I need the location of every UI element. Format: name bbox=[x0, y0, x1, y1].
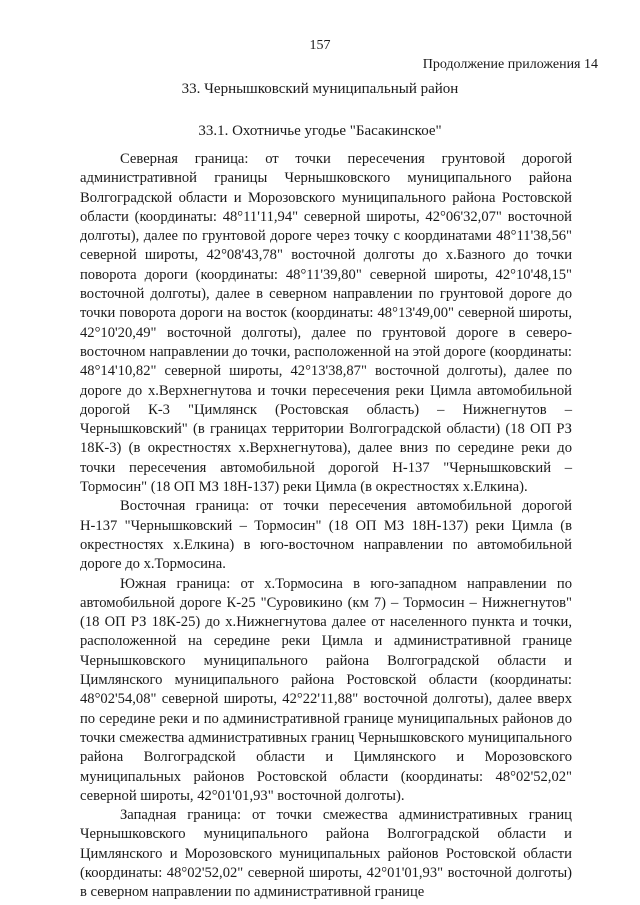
hunting-area-heading: 33.1. Охотничье угодье "Басакинское" bbox=[198, 123, 442, 139]
document-body bbox=[80, 150, 572, 903]
page-number: 157 bbox=[309, 38, 331, 53]
north-border-paragraph: Северная граница: от точки пересечения грунтовой дорогой административной границы Чернышковского муниципального района Волгоградской области и Морозовского муниципального района Ростовской области (координаты: 48°11'11,94" северной широты, 42°06'32,07" восточной долготы), далее по грунтовой дороге через точку с координатами 48°11'38,56" северной широты, 42°08'43,78" восточной долготы до х.Базного до точки поворота дороги (координаты: 48°11'39,80" северной широты, 42°10'48,15" восточной долготы), далее в северном направлении по грунтовой дороге до точки поворота дороги на восток (координаты: 48°13'49,00" северной широты, 42°10'20,49" восточной долготы), далее по грунтовой дороге в северо-восточном направлении до точки, расположенной на этой дороге (координаты: 48°14'10,82" северной широты, 42°13'38,87" восточной долготы), далее по дороге до х.Верхнегнутова и точки пересечения реки Цимла автомобильной дорогой К-3 "Цимлянск (Ростовская область) – Нижнегнутов – Чернышковский" (в границах территории Волгоградской области) (18 ОП РЗ 18К-3) (в окрестностях х.Верхнегнутова), далее вниз по середине реки до точки пересечения автомобильной дорогой Н-137 "Чернышковский – Тормосин" (18 ОП МЗ 18Н-137) реки Цимла (в окрестностях х.Елкина). bbox=[80, 151, 572, 496]
east-border-paragraph: Восточная граница: от точки пересечения автомобильной дорогой Н-137 "Чернышковский – Тормосин" (18 ОП МЗ 18Н-137) реки Цимла (в окрестностях х.Елкина) в юго-восточном направлении по автомобильной дороге до х.Тормосина. bbox=[80, 498, 572, 573]
appendix-note: Продолжение приложения 14 bbox=[422, 57, 598, 72]
district-heading: 33. Чернышковский муниципальный район bbox=[181, 81, 459, 97]
west-border-paragraph: Западная граница: от точки смежества административных границ Чернышковского муниципального района Волгоградской области и Цимлянского и Морозовского муниципальных районов Ростовской области (координаты: 48°02'52,02" северной широты, 42°01'01,93" восточной долготы) в северном направлении по административной границе bbox=[80, 807, 572, 901]
south-border-paragraph: Южная граница: от х.Тормосина в юго-западном направлении по автомобильной дороге К-25 "Суровикино (км 7) – Тормосин – Нижнегнутов" (18 ОП РЗ 18К-25) до х.Нижнегнутова далее от населенного пункта и точки, расположенной на середине реки Цимла и административной границе Чернышковского муниципального района Волгоградской области и Цимлянского муниципального района Ростовской области (координаты: 48°02'54,08" северной широты, 42°22'11,88" восточной долготы), далее вверх по середине реки и по административной границе муниципальных районов до точки смежества административных границ Чернышковского муниципального района Волгоградской области и Цимлянского и Морозовского муниципальных районов Ростовской области (координаты: 48°02'52,02" северной широты, 42°01'01,93" восточной долготы). bbox=[80, 575, 572, 804]
